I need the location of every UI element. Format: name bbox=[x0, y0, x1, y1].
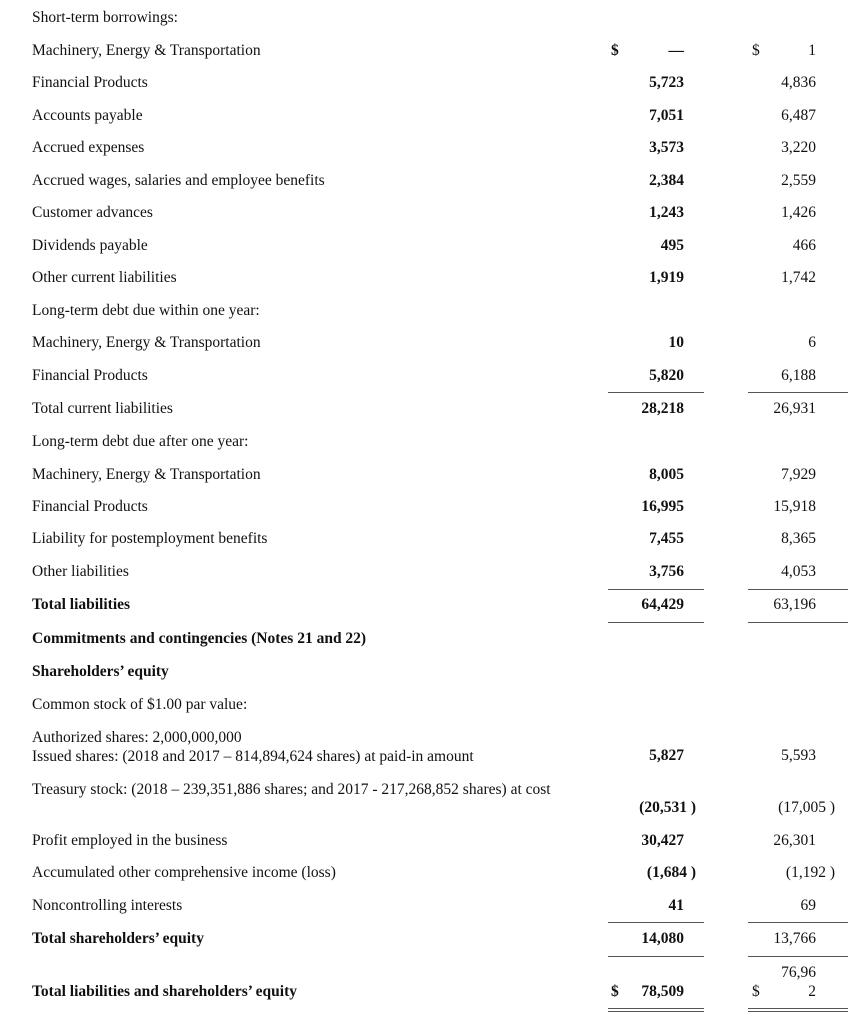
value-2018: 64,429 bbox=[641, 596, 684, 613]
row-label: Long-term debt due after one year: bbox=[32, 433, 249, 450]
section-heading: Shareholders’ equity bbox=[32, 663, 169, 680]
value-2018: 5,820 bbox=[649, 367, 684, 384]
value-2018: 1,919 bbox=[649, 269, 684, 286]
row-label: Customer advances bbox=[32, 204, 153, 221]
row-label-line2: Issued shares: (2018 and 2017 – 814,894,624 shares) at paid-in amount bbox=[32, 748, 474, 765]
value-2017: (1,192 ) bbox=[785, 864, 835, 881]
row-label: Accrued wages, salaries and employee benefits bbox=[32, 172, 325, 189]
value-2017: 6,487 bbox=[781, 107, 816, 124]
value-2018: 2,384 bbox=[649, 172, 684, 189]
value-2017: 4,053 bbox=[781, 563, 816, 580]
value-2018: 14,080 bbox=[641, 930, 684, 947]
currency-symbol: $ bbox=[752, 983, 760, 1000]
table-row bbox=[0, 964, 860, 1004]
row-label: Financial Products bbox=[32, 498, 148, 515]
grand-total-rule bbox=[608, 1008, 704, 1009]
value-2018: 10 bbox=[668, 334, 684, 351]
row-label: Common stock of $1.00 par value: bbox=[32, 696, 248, 713]
value-2017: (17,005 ) bbox=[778, 799, 835, 816]
value-2017: 3,220 bbox=[781, 139, 816, 156]
currency-symbol: $ bbox=[752, 42, 760, 59]
value-2017: 4,836 bbox=[781, 74, 816, 91]
row-label: Accumulated other comprehensive income (loss) bbox=[32, 864, 336, 881]
grand-total-rule bbox=[608, 1011, 704, 1012]
subtotal-rule bbox=[748, 922, 848, 923]
value-2018: — bbox=[668, 42, 684, 59]
value-2017-line1: 76,96 bbox=[781, 964, 816, 981]
row-label: Noncontrolling interests bbox=[32, 897, 183, 914]
row-label: Commitments and contingencies (Notes 21 and 22) bbox=[32, 630, 367, 647]
total-rule bbox=[608, 622, 704, 623]
value-2018: (20,531 ) bbox=[639, 799, 696, 816]
value-2018: 5,827 bbox=[649, 747, 684, 764]
subtotal-rule bbox=[608, 589, 704, 590]
row-label: Machinery, Energy & Transportation bbox=[32, 334, 261, 351]
subtotal-rule bbox=[608, 392, 704, 393]
row-label: Other liabilities bbox=[32, 563, 129, 580]
total-rule bbox=[748, 956, 848, 957]
value-2018: 3,756 bbox=[649, 563, 684, 580]
value-2018: 7,455 bbox=[649, 530, 684, 547]
grand-total-rule bbox=[748, 1008, 848, 1009]
row-label: Total liabilities and shareholders’ equity bbox=[32, 983, 297, 1000]
value-2018: 8,005 bbox=[649, 466, 684, 483]
row-label: Financial Products bbox=[32, 74, 148, 91]
value-2018: 495 bbox=[660, 237, 684, 254]
value-2017: 15,918 bbox=[773, 498, 816, 515]
value-2017: 1,426 bbox=[781, 204, 816, 221]
value-2018: 28,218 bbox=[641, 400, 684, 417]
value-2018: 41 bbox=[668, 897, 684, 914]
value-2017: 1 bbox=[808, 42, 816, 59]
row-label: Authorized shares: 2,000,000,000 bbox=[32, 729, 242, 746]
row-label: Total liabilities bbox=[32, 596, 131, 613]
value-2017: 466 bbox=[792, 237, 816, 254]
value-2018: 3,573 bbox=[649, 139, 684, 156]
grand-total-rule bbox=[748, 1011, 848, 1012]
row-label: Profit employed in the business bbox=[32, 832, 228, 849]
row-label: Liability for postemployment benefits bbox=[32, 530, 268, 547]
value-2017-line2: 2 bbox=[808, 983, 816, 1000]
currency-symbol: $ bbox=[611, 983, 619, 1000]
value-2017: 26,301 bbox=[773, 832, 816, 849]
value-2017: 7,929 bbox=[781, 466, 816, 483]
value-2018: 78,509 bbox=[641, 983, 684, 1000]
value-2017: 8,365 bbox=[781, 530, 816, 547]
row-label: Machinery, Energy & Transportation bbox=[32, 466, 261, 483]
value-2017: 63,196 bbox=[773, 596, 816, 613]
row-label: Financial Products bbox=[32, 367, 148, 384]
row-label: Total current liabilities bbox=[32, 400, 173, 417]
value-2018: 30,427 bbox=[641, 832, 684, 849]
value-2017: 2,559 bbox=[781, 172, 816, 189]
total-rule bbox=[608, 956, 704, 957]
value-2017: 6,188 bbox=[781, 367, 816, 384]
value-2017: 69 bbox=[800, 897, 816, 914]
value-2017: 6 bbox=[808, 334, 816, 351]
value-2018: 5,723 bbox=[649, 74, 684, 91]
currency-symbol: $ bbox=[611, 42, 619, 59]
subtotal-rule bbox=[748, 392, 848, 393]
subtotal-rule bbox=[748, 589, 848, 590]
row-label: Other current liabilities bbox=[32, 269, 177, 286]
row-label: Long-term debt due within one year: bbox=[32, 302, 260, 319]
value-2018: 16,995 bbox=[641, 498, 684, 515]
row-label: Accounts payable bbox=[32, 107, 143, 124]
row-label: Machinery, Energy & Transportation bbox=[32, 42, 261, 59]
row-label: Dividends payable bbox=[32, 237, 148, 254]
row-label: Short-term borrowings: bbox=[32, 9, 178, 26]
row-label: Total shareholders’ equity bbox=[32, 930, 204, 947]
value-2017: 26,931 bbox=[773, 400, 816, 417]
row-label: Accrued expenses bbox=[32, 139, 145, 156]
value-2018: 7,051 bbox=[649, 107, 684, 124]
value-2018: 1,243 bbox=[649, 204, 684, 221]
value-2018: (1,684 ) bbox=[646, 864, 696, 881]
value-2017: 13,766 bbox=[773, 930, 816, 947]
value-2017: 1,742 bbox=[781, 269, 816, 286]
row-label: Treasury stock: (2018 – 239,351,886 shares; and 2017 - 217,268,852 shares) at cost bbox=[32, 781, 551, 798]
total-rule bbox=[748, 622, 848, 623]
subtotal-rule bbox=[608, 922, 704, 923]
value-2017: 5,593 bbox=[781, 747, 816, 764]
